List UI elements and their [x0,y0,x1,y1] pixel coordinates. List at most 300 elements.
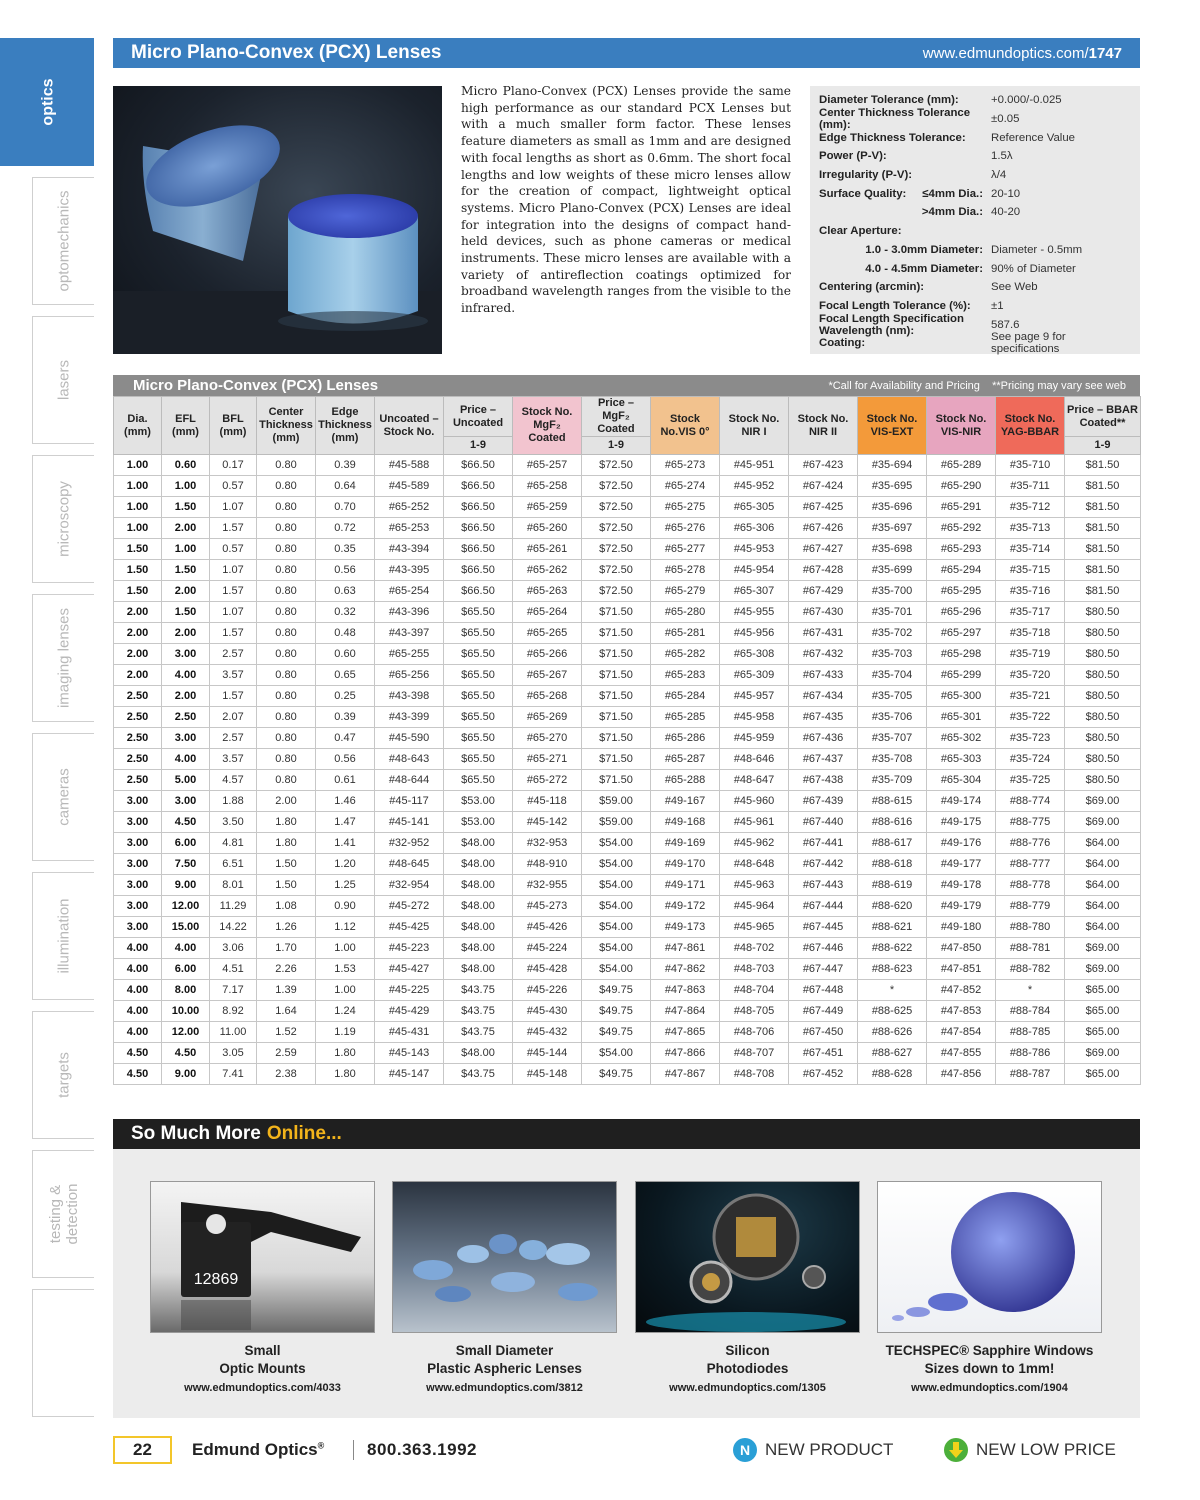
table-cell[interactable]: #43-399 [375,707,444,728]
table-cell[interactable]: #65-307 [720,581,789,602]
table-cell[interactable]: #49-171 [651,875,720,896]
card-photodiodes[interactable]: Silicon Photodiodes www.edmundoptics.com/1305 [635,1181,860,1394]
table-cell[interactable]: #35-711 [996,476,1065,497]
table-cell: 1.88 [210,791,257,812]
table-cell[interactable]: #35-700 [858,581,927,602]
table-cell[interactable]: #65-284 [651,686,720,707]
table-cell[interactable]: #65-278 [651,560,720,581]
table-cell[interactable]: #45-431 [375,1022,444,1043]
table-cell: 3.00 [114,875,162,896]
table-cell[interactable]: #65-303 [927,749,996,770]
table-cell[interactable]: #48-646 [720,749,789,770]
table-cell[interactable]: #45-957 [720,686,789,707]
spec-label: Diameter Tolerance (mm): [819,94,959,107]
table-cell: 1.00 [162,539,210,560]
table-cell[interactable]: #45-589 [375,476,444,497]
table-cell[interactable]: #35-708 [858,749,927,770]
table-cell[interactable]: #35-696 [858,497,927,518]
table-cell[interactable]: #88-774 [996,791,1065,812]
table-cell: $71.50 [582,665,651,686]
card-link[interactable]: www.edmundoptics.com/1305 [669,1382,826,1394]
table-cell[interactable]: #35-695 [858,476,927,497]
spec-row [819,184,1131,203]
table-cell[interactable]: #65-261 [513,539,582,560]
table-cell[interactable]: #88-781 [996,938,1065,959]
table-cell: $49.75 [582,1022,651,1043]
table-cell[interactable]: #88-787 [996,1064,1065,1085]
table-cell[interactable]: #45-959 [720,728,789,749]
table-cell[interactable]: #65-262 [513,560,582,581]
table-cell[interactable]: #45-590 [375,728,444,749]
table-cell[interactable]: #48-702 [720,938,789,959]
table-cell[interactable]: #67-448 [789,980,858,1001]
table-cell[interactable]: #47-856 [927,1064,996,1085]
table-cell[interactable]: #49-168 [651,812,720,833]
table-cell[interactable]: #48-645 [375,854,444,875]
table-cell[interactable]: #65-280 [651,602,720,623]
table-cell[interactable]: #65-294 [927,560,996,581]
table-cell[interactable]: #45-961 [720,812,789,833]
table-cell[interactable]: #65-268 [513,686,582,707]
table-cell[interactable]: #45-426 [513,917,582,938]
table-cell[interactable]: #67-444 [789,896,858,917]
table-cell[interactable]: #65-291 [927,497,996,518]
table-cell[interactable]: #35-713 [996,518,1065,539]
table-cell[interactable]: #67-424 [789,476,858,497]
side-tab-label: imaging lenses [55,607,72,709]
table-cell[interactable]: #67-427 [789,539,858,560]
table-cell[interactable]: #48-910 [513,854,582,875]
table-cell: 0.57 [210,476,257,497]
table-cell[interactable]: #67-440 [789,812,858,833]
table-cell[interactable]: #35-702 [858,623,927,644]
table-cell[interactable]: #48-647 [720,770,789,791]
table-cell[interactable]: #35-707 [858,728,927,749]
table-cell[interactable]: #45-225 [375,980,444,1001]
table-cell[interactable]: #49-167 [651,791,720,812]
table-cell[interactable]: #45-965 [720,917,789,938]
table-cell: 2.00 [114,602,162,623]
table-cell[interactable]: #65-265 [513,623,582,644]
table-cell[interactable]: #35-714 [996,539,1065,560]
table-cell[interactable]: #47-862 [651,959,720,980]
table-cell[interactable]: #65-256 [375,665,444,686]
table-cell[interactable]: #35-706 [858,707,927,728]
table-cell[interactable]: #65-276 [651,518,720,539]
spec-label: Focal Length Tolerance (%): [819,299,971,312]
table-cell[interactable]: #88-628 [858,1064,927,1085]
table-cell[interactable]: #88-621 [858,917,927,938]
table-cell[interactable]: #88-625 [858,1001,927,1022]
side-tab-targets[interactable] [32,1011,94,1139]
table-cell[interactable]: #65-277 [651,539,720,560]
table-cell[interactable]: #45-963 [720,875,789,896]
table-cell: 4.50 [114,1064,162,1085]
spec-label: Edge Thickness Tolerance: [819,131,966,144]
table-cell[interactable]: #35-723 [996,728,1065,749]
table-cell[interactable]: #45-953 [720,539,789,560]
table-cell: 1.70 [257,938,316,959]
table-cell[interactable]: #65-285 [651,707,720,728]
table-cell[interactable]: #49-177 [927,854,996,875]
table-cell[interactable]: #67-441 [789,833,858,854]
table-cell[interactable]: #67-452 [789,1064,858,1085]
table-cell: 11.00 [210,1022,257,1043]
table-cell: $66.50 [444,539,513,560]
table-cell[interactable]: * [858,980,927,1001]
table-cell[interactable]: #35-725 [996,770,1065,791]
table-cell[interactable]: #65-271 [513,749,582,770]
table-cell[interactable]: #49-174 [927,791,996,812]
spec-row [819,259,1131,278]
table-cell[interactable]: #47-855 [927,1043,996,1064]
table-cell[interactable]: #67-449 [789,1001,858,1022]
table-cell[interactable]: #35-721 [996,686,1065,707]
table-cell[interactable]: #35-715 [996,560,1065,581]
table-cell[interactable]: #67-423 [789,455,858,476]
table-cell[interactable]: #48-643 [375,749,444,770]
table-cell[interactable]: #48-648 [720,854,789,875]
table-cell[interactable]: #65-289 [927,455,996,476]
table-cell[interactable]: #32-953 [513,833,582,854]
table-cell[interactable]: * [996,980,1065,1001]
table-cell[interactable]: #67-431 [789,623,858,644]
table-cell[interactable]: #47-867 [651,1064,720,1085]
table-cell: $66.50 [444,518,513,539]
table-cell[interactable]: #88-777 [996,854,1065,875]
table-cell[interactable]: #45-144 [513,1043,582,1064]
table-cell[interactable]: #47-863 [651,980,720,1001]
table-cell[interactable]: #65-292 [927,518,996,539]
table-cell[interactable]: #45-425 [375,917,444,938]
table-cell[interactable]: #49-173 [651,917,720,938]
table-cell[interactable]: #65-264 [513,602,582,623]
table-cell[interactable]: #65-286 [651,728,720,749]
table-cell[interactable]: #45-951 [720,455,789,476]
table-cell[interactable]: #88-616 [858,812,927,833]
table-cell[interactable]: #67-438 [789,770,858,791]
table-cell[interactable]: #67-447 [789,959,858,980]
table-cell[interactable]: #45-954 [720,560,789,581]
table-cell[interactable]: #45-142 [513,812,582,833]
table-cell[interactable]: #45-588 [375,455,444,476]
table-cell[interactable]: #45-428 [513,959,582,980]
table-cell[interactable]: #88-775 [996,812,1065,833]
table-cell[interactable]: #88-782 [996,959,1065,980]
table-cell[interactable]: #67-445 [789,917,858,938]
table-cell: 7.17 [210,980,257,1001]
table-cell[interactable]: #43-397 [375,623,444,644]
legend-new-product: N NEW PRODUCT [733,1438,893,1462]
table-cell[interactable]: #65-269 [513,707,582,728]
table-cell[interactable]: #88-780 [996,917,1065,938]
table-cell[interactable]: #65-306 [720,518,789,539]
table-cell[interactable]: #43-398 [375,686,444,707]
table-cell[interactable]: #47-864 [651,1001,720,1022]
table-cell[interactable]: #32-954 [375,875,444,896]
table-cell[interactable]: #65-259 [513,497,582,518]
table-cell[interactable]: #43-395 [375,560,444,581]
table-cell[interactable]: #45-224 [513,938,582,959]
table-cell[interactable]: #35-716 [996,581,1065,602]
table-cell[interactable]: #65-302 [927,728,996,749]
table-cell[interactable]: #65-300 [927,686,996,707]
table-cell[interactable]: #65-253 [375,518,444,539]
table-cell[interactable]: #47-861 [651,938,720,959]
table-cell[interactable]: #65-301 [927,707,996,728]
table-cell[interactable]: #65-275 [651,497,720,518]
table-cell[interactable]: #49-169 [651,833,720,854]
table-cell[interactable]: #65-293 [927,539,996,560]
table-cell[interactable]: #32-952 [375,833,444,854]
table-cell[interactable]: #35-698 [858,539,927,560]
table-cell[interactable]: #65-263 [513,581,582,602]
table-cell[interactable]: #67-446 [789,938,858,959]
table-cell[interactable]: #88-776 [996,833,1065,854]
table-cell[interactable]: #65-279 [651,581,720,602]
table-cell[interactable]: #35-710 [996,455,1065,476]
table-cell[interactable]: #35-724 [996,749,1065,770]
table-cell[interactable]: #88-779 [996,896,1065,917]
table-cell[interactable]: #65-273 [651,455,720,476]
table-cell[interactable]: #88-778 [996,875,1065,896]
table-cell: $65.50 [444,728,513,749]
table-cell[interactable]: #35-712 [996,497,1065,518]
table-cell[interactable]: #47-854 [927,1022,996,1043]
table-cell: $65.00 [1065,1064,1141,1085]
table-cell[interactable]: #48-708 [720,1064,789,1085]
table-cell[interactable]: #65-304 [927,770,996,791]
table-cell[interactable]: #49-172 [651,896,720,917]
table-cell[interactable]: #45-952 [720,476,789,497]
table-cell[interactable]: #65-267 [513,665,582,686]
table-cell[interactable]: #67-442 [789,854,858,875]
table-cell[interactable]: #45-430 [513,1001,582,1022]
table-cell[interactable]: #45-223 [375,938,444,959]
table-cell[interactable]: #88-618 [858,854,927,875]
table-cell[interactable]: #45-273 [513,896,582,917]
table-cell[interactable]: #47-866 [651,1043,720,1064]
table-cell[interactable]: #45-427 [375,959,444,980]
table-cell[interactable]: #35-705 [858,686,927,707]
table-cell[interactable]: #65-298 [927,644,996,665]
table-cell[interactable]: #49-170 [651,854,720,875]
table-cell[interactable]: #45-117 [375,791,444,812]
table-cell[interactable]: #47-852 [927,980,996,1001]
table-cell[interactable]: #65-297 [927,623,996,644]
table-cell[interactable]: #65-295 [927,581,996,602]
table-cell[interactable]: #35-697 [858,518,927,539]
side-tab-optomechanics[interactable] [32,177,94,305]
online-title-bar [113,1119,1140,1149]
side-tab-optics[interactable] [0,38,94,166]
spec-sublabel: 4.0 - 4.5mm Diameter: [865,262,983,275]
table-cell[interactable]: #88-786 [996,1043,1065,1064]
table-cell[interactable]: #48-644 [375,770,444,791]
table-cell[interactable]: #35-703 [858,644,927,665]
table-cell[interactable]: #43-394 [375,539,444,560]
table-cell[interactable]: #35-717 [996,602,1065,623]
side-tab-label: illumination [55,898,72,974]
table-cell[interactable]: #65-282 [651,644,720,665]
table-cell[interactable]: #67-426 [789,518,858,539]
table-cell[interactable]: #65-260 [513,518,582,539]
table-cell[interactable]: #45-141 [375,812,444,833]
table-cell: $80.50 [1065,644,1141,665]
table-cell[interactable]: #65-254 [375,581,444,602]
card-sapphire-windows[interactable]: TECHSPEC® Sapphire Windows Sizes down to 1mm! www.edmundoptics.com/1904 [877,1181,1102,1394]
table-cell[interactable]: #35-709 [858,770,927,791]
table-cell[interactable]: #45-956 [720,623,789,644]
card-link[interactable]: www.edmundoptics.com/3812 [426,1382,583,1394]
table-cell[interactable]: #65-290 [927,476,996,497]
table-cell[interactable]: #88-617 [858,833,927,854]
table-cell[interactable]: #47-865 [651,1022,720,1043]
table-cell[interactable]: #65-281 [651,623,720,644]
table-cell[interactable]: #45-964 [720,896,789,917]
table-cell[interactable]: #35-694 [858,455,927,476]
table-cell[interactable]: #35-722 [996,707,1065,728]
table-cell[interactable]: #88-615 [858,791,927,812]
phone-number[interactable]: 800.363.1992 [367,1440,477,1459]
table-cell[interactable]: #65-252 [375,497,444,518]
table-cell[interactable]: #65-255 [375,644,444,665]
table-cell[interactable]: #67-443 [789,875,858,896]
table-cell[interactable]: #65-309 [720,665,789,686]
table-cell[interactable]: #48-704 [720,980,789,1001]
table-row [114,1022,1141,1043]
table-cell[interactable]: #67-430 [789,602,858,623]
header-url[interactable]: www.edmundoptics.com/1747 [922,44,1122,62]
table-cell[interactable]: #45-958 [720,707,789,728]
table-cell[interactable]: #65-287 [651,749,720,770]
table-cell[interactable]: #67-435 [789,707,858,728]
table-row [114,854,1141,875]
table-cell[interactable]: #49-178 [927,875,996,896]
table-cell[interactable]: #65-308 [720,644,789,665]
table-cell[interactable]: #35-701 [858,602,927,623]
table-cell[interactable]: #65-299 [927,665,996,686]
table-cell[interactable]: #35-699 [858,560,927,581]
table-cell[interactable]: #35-704 [858,665,927,686]
table-cell[interactable]: #67-434 [789,686,858,707]
table-title: Micro Plano-Convex (PCX) Lenses [133,377,379,394]
table-cell[interactable]: #65-272 [513,770,582,791]
table-cell[interactable]: #45-147 [375,1064,444,1085]
table-cell[interactable]: #45-226 [513,980,582,1001]
table-cell[interactable]: #48-703 [720,959,789,980]
card-link[interactable]: www.edmundoptics.com/4033 [184,1382,341,1394]
table-cell[interactable]: #49-180 [927,917,996,938]
side-tab-microscopy[interactable] [32,455,94,583]
table-cell[interactable]: #88-785 [996,1022,1065,1043]
table-cell[interactable]: #45-118 [513,791,582,812]
table-cell[interactable]: #67-429 [789,581,858,602]
table-cell[interactable]: #67-436 [789,728,858,749]
table-cell[interactable]: #47-851 [927,959,996,980]
table-cell: $69.00 [1065,1043,1141,1064]
table-cell[interactable]: #67-428 [789,560,858,581]
table-cell[interactable]: #49-179 [927,896,996,917]
table-cell[interactable]: #65-288 [651,770,720,791]
card-aspheric-lenses[interactable]: Small Diameter Plastic Aspheric Lenses www.edmundoptics.com/3812 [392,1181,617,1394]
table-cell[interactable]: #49-176 [927,833,996,854]
table-cell[interactable]: #65-258 [513,476,582,497]
table-cell[interactable]: #45-143 [375,1043,444,1064]
side-tab-lasers[interactable] [32,316,94,444]
table-cell[interactable]: #67-433 [789,665,858,686]
side-tab-blank[interactable] [32,1289,94,1417]
side-tab-testing-detection[interactable] [32,1150,94,1278]
card-optic-mounts[interactable]: 12869 Small Optic Mounts www.edmundoptics.com/4033 [150,1181,375,1394]
table-cell[interactable]: #65-283 [651,665,720,686]
table-cell[interactable]: #65-257 [513,455,582,476]
table-cell[interactable]: #65-274 [651,476,720,497]
table-row [114,980,1141,1001]
table-cell[interactable]: #45-148 [513,1064,582,1085]
table-cell[interactable]: #48-705 [720,1001,789,1022]
table-cell[interactable]: #65-296 [927,602,996,623]
table-cell[interactable]: #48-707 [720,1043,789,1064]
table-cell[interactable]: #65-266 [513,644,582,665]
table-row [114,539,1141,560]
table-cell[interactable]: #49-175 [927,812,996,833]
table-cell: 6.00 [162,833,210,854]
table-cell[interactable]: #43-396 [375,602,444,623]
online-title: So Much More [131,1123,261,1144]
table-cell[interactable]: #45-429 [375,1001,444,1022]
table-cell[interactable]: #88-627 [858,1043,927,1064]
table-cell[interactable]: #67-450 [789,1022,858,1043]
table-cell: 4.50 [162,812,210,833]
side-tab-cameras[interactable] [32,733,94,861]
table-cell[interactable]: #65-305 [720,497,789,518]
legend-new-low-price: NEW LOW PRICE [944,1438,1116,1462]
table-cell[interactable]: #35-718 [996,623,1065,644]
side-tab-illumination[interactable] [32,872,94,1000]
table-cell[interactable]: #67-425 [789,497,858,518]
table-cell: $66.50 [444,581,513,602]
side-tab-imaging-lenses[interactable] [32,594,94,722]
sapphire-graphic [878,1182,1102,1333]
card-link[interactable]: www.edmundoptics.com/1904 [911,1382,1068,1394]
table-cell[interactable]: #35-720 [996,665,1065,686]
table-cell[interactable]: #67-451 [789,1043,858,1064]
table-cell[interactable]: #35-719 [996,644,1065,665]
table-cell[interactable]: #45-962 [720,833,789,854]
table-cell[interactable]: #32-955 [513,875,582,896]
table-cell[interactable]: #67-432 [789,644,858,665]
table-cell[interactable]: #47-850 [927,938,996,959]
table-cell[interactable]: #45-272 [375,896,444,917]
table-cell[interactable]: #88-626 [858,1022,927,1043]
table-cell[interactable]: #45-955 [720,602,789,623]
table-cell[interactable]: #45-960 [720,791,789,812]
table-cell[interactable]: #88-622 [858,938,927,959]
table-cell[interactable]: #88-784 [996,1001,1065,1022]
table-cell[interactable]: #45-432 [513,1022,582,1043]
qty-uncoated: 1-9 [444,437,513,455]
table-cell[interactable]: #48-706 [720,1022,789,1043]
table-cell[interactable]: #88-620 [858,896,927,917]
table-cell[interactable]: #88-623 [858,959,927,980]
table-cell[interactable]: #67-439 [789,791,858,812]
table-cell[interactable]: #47-853 [927,1001,996,1022]
table-cell[interactable]: #67-437 [789,749,858,770]
table-cell: $71.50 [582,623,651,644]
table-cell[interactable]: #88-619 [858,875,927,896]
table-cell[interactable]: #65-270 [513,728,582,749]
